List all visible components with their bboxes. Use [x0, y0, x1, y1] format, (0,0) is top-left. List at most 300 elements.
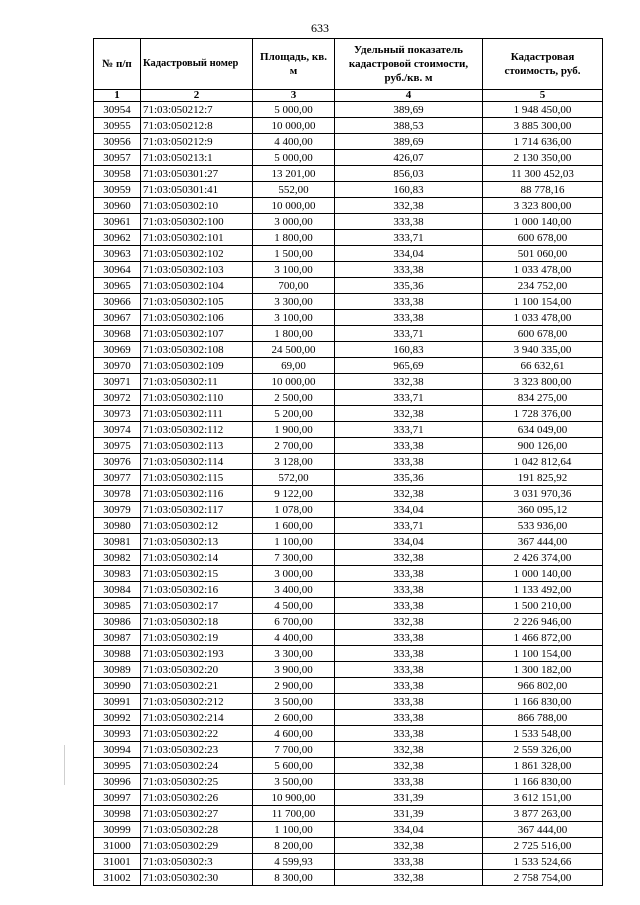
table-row [94, 854, 603, 870]
cell-area: 1 500,00 [253, 246, 335, 262]
cell-cadastral-number: 71:03:050302:193 [141, 646, 253, 662]
cell-cadastral-value: 866 788,00 [483, 710, 603, 726]
cell-area: 7 700,00 [253, 742, 335, 758]
cell-specific-indicator: 333,38 [335, 582, 483, 598]
cell-row-number: 30987 [94, 630, 141, 646]
cell-specific-indicator: 965,69 [335, 358, 483, 374]
cell-row-number: 30980 [94, 518, 141, 534]
cell-cadastral-value: 1 300 182,00 [483, 662, 603, 678]
table-row [94, 534, 603, 550]
cell-specific-indicator: 334,04 [335, 502, 483, 518]
cell-cadastral-value: 600 678,00 [483, 230, 603, 246]
cell-cadastral-number: 71:03:050302:115 [141, 470, 253, 486]
cell-row-number: 30963 [94, 246, 141, 262]
cell-cadastral-number: 71:03:050302:105 [141, 294, 253, 310]
table-row [94, 518, 603, 534]
cell-row-number: 30997 [94, 790, 141, 806]
cell-specific-indicator: 333,38 [335, 726, 483, 742]
cell-area: 700,00 [253, 278, 335, 294]
cell-area: 6 700,00 [253, 614, 335, 630]
cell-specific-indicator: 333,38 [335, 310, 483, 326]
cell-cadastral-value: 3 323 800,00 [483, 198, 603, 214]
cell-row-number: 31002 [94, 870, 141, 886]
cell-area: 3 000,00 [253, 566, 335, 582]
cell-row-number: 30970 [94, 358, 141, 374]
cell-cadastral-number: 71:03:050302:109 [141, 358, 253, 374]
cell-specific-indicator: 333,38 [335, 630, 483, 646]
cell-specific-indicator: 333,71 [335, 422, 483, 438]
cell-row-number: 30962 [94, 230, 141, 246]
cell-cadastral-value: 2 226 946,00 [483, 614, 603, 630]
cell-row-number: 30955 [94, 118, 141, 134]
table-row [94, 310, 603, 326]
cell-row-number: 30960 [94, 198, 141, 214]
cell-cadastral-number: 71:03:050302:11 [141, 374, 253, 390]
table-row [94, 118, 603, 134]
cell-area: 10 000,00 [253, 118, 335, 134]
cell-specific-indicator: 426,07 [335, 150, 483, 166]
cell-row-number: 30993 [94, 726, 141, 742]
cell-area: 69,00 [253, 358, 335, 374]
cell-cadastral-number: 71:03:050302:22 [141, 726, 253, 742]
table-row [94, 214, 603, 230]
cell-cadastral-number: 71:03:050302:212 [141, 694, 253, 710]
table-row [94, 550, 603, 566]
cell-area: 1 100,00 [253, 822, 335, 838]
cell-specific-indicator: 333,38 [335, 294, 483, 310]
page-number: 633 [311, 21, 329, 35]
table-row [94, 726, 603, 742]
cell-specific-indicator: 333,38 [335, 262, 483, 278]
column-number: 2 [141, 90, 253, 102]
cell-cadastral-value: 3 940 335,00 [483, 342, 603, 358]
cell-area: 3 128,00 [253, 454, 335, 470]
cell-cadastral-number: 71:03:050302:100 [141, 214, 253, 230]
cell-area: 1 078,00 [253, 502, 335, 518]
cell-cadastral-value: 634 049,00 [483, 422, 603, 438]
cell-cadastral-number: 71:03:050302:3 [141, 854, 253, 870]
cell-row-number: 30976 [94, 454, 141, 470]
cell-specific-indicator: 332,38 [335, 870, 483, 886]
table-row [94, 278, 603, 294]
cell-specific-indicator: 332,38 [335, 550, 483, 566]
cell-specific-indicator: 332,38 [335, 406, 483, 422]
cell-specific-indicator: 332,38 [335, 742, 483, 758]
cell-area: 552,00 [253, 182, 335, 198]
cell-cadastral-number: 71:03:050302:18 [141, 614, 253, 630]
column-number: 3 [253, 90, 335, 102]
cell-specific-indicator: 333,38 [335, 662, 483, 678]
cell-cadastral-value: 1 466 872,00 [483, 630, 603, 646]
table-row [94, 502, 603, 518]
cell-cadastral-value: 3 031 970,36 [483, 486, 603, 502]
cell-cadastral-value: 234 752,00 [483, 278, 603, 294]
table-row [94, 598, 603, 614]
cell-row-number: 30991 [94, 694, 141, 710]
cell-cadastral-number: 71:03:050302:23 [141, 742, 253, 758]
cell-specific-indicator: 333,38 [335, 214, 483, 230]
cell-specific-indicator: 333,38 [335, 774, 483, 790]
cell-row-number: 30957 [94, 150, 141, 166]
cell-area: 4 400,00 [253, 134, 335, 150]
cell-row-number: 31001 [94, 854, 141, 870]
cell-cadastral-value: 501 060,00 [483, 246, 603, 262]
cell-area: 1 600,00 [253, 518, 335, 534]
cell-cadastral-value: 600 678,00 [483, 326, 603, 342]
cell-row-number: 30958 [94, 166, 141, 182]
table-row [94, 246, 603, 262]
table-row [94, 374, 603, 390]
cell-specific-indicator: 332,38 [335, 614, 483, 630]
table-row [94, 758, 603, 774]
cell-cadastral-value: 360 095,12 [483, 502, 603, 518]
cell-cadastral-number: 71:03:050302:112 [141, 422, 253, 438]
cell-cadastral-number: 71:03:050212:9 [141, 134, 253, 150]
column-number: 4 [335, 90, 483, 102]
cell-cadastral-number: 71:03:050302:25 [141, 774, 253, 790]
cell-cadastral-value: 2 559 326,00 [483, 742, 603, 758]
cell-cadastral-number: 71:03:050212:8 [141, 118, 253, 134]
cell-cadastral-number: 71:03:050302:21 [141, 678, 253, 694]
cell-cadastral-value: 1 861 328,00 [483, 758, 603, 774]
cell-cadastral-value: 88 778,16 [483, 182, 603, 198]
cell-cadastral-number: 71:03:050302:20 [141, 662, 253, 678]
cell-cadastral-number: 71:03:050302:14 [141, 550, 253, 566]
cell-area: 1 100,00 [253, 534, 335, 550]
cell-specific-indicator: 333,71 [335, 230, 483, 246]
cell-specific-indicator: 389,69 [335, 102, 483, 118]
cell-area: 8 200,00 [253, 838, 335, 854]
table-row [94, 358, 603, 374]
cell-cadastral-value: 1 533 524,66 [483, 854, 603, 870]
cell-row-number: 30973 [94, 406, 141, 422]
cell-area: 3 300,00 [253, 646, 335, 662]
cell-cadastral-value: 367 444,00 [483, 534, 603, 550]
cell-cadastral-number: 71:03:050302:13 [141, 534, 253, 550]
cell-cadastral-value: 191 825,92 [483, 470, 603, 486]
header-cadastral-value: Кадастровая стоимость, руб. [483, 39, 603, 90]
table-row [94, 486, 603, 502]
cell-area: 10 000,00 [253, 374, 335, 390]
cell-specific-indicator: 331,39 [335, 806, 483, 822]
table-row [94, 326, 603, 342]
cell-cadastral-value: 1 500 210,00 [483, 598, 603, 614]
cell-row-number: 30986 [94, 614, 141, 630]
cell-area: 572,00 [253, 470, 335, 486]
cell-area: 2 700,00 [253, 438, 335, 454]
cell-area: 24 500,00 [253, 342, 335, 358]
cell-specific-indicator: 333,38 [335, 454, 483, 470]
cell-specific-indicator: 333,38 [335, 854, 483, 870]
cell-cadastral-number: 71:03:050302:30 [141, 870, 253, 886]
table-row [94, 646, 603, 662]
cell-specific-indicator: 333,38 [335, 566, 483, 582]
cell-cadastral-number: 71:03:050302:114 [141, 454, 253, 470]
cell-cadastral-value: 1 714 636,00 [483, 134, 603, 150]
cell-area: 9 122,00 [253, 486, 335, 502]
cell-cadastral-number: 71:03:050302:103 [141, 262, 253, 278]
cell-specific-indicator: 332,38 [335, 838, 483, 854]
cell-row-number: 30989 [94, 662, 141, 678]
cell-specific-indicator: 389,69 [335, 134, 483, 150]
cell-row-number: 30959 [94, 182, 141, 198]
cell-cadastral-value: 1 033 478,00 [483, 310, 603, 326]
cell-cadastral-number: 71:03:050302:102 [141, 246, 253, 262]
cell-specific-indicator: 333,38 [335, 694, 483, 710]
header-row-number: № п/п [94, 39, 141, 90]
cell-row-number: 30966 [94, 294, 141, 310]
cell-row-number: 30965 [94, 278, 141, 294]
cell-cadastral-value: 2 758 754,00 [483, 870, 603, 886]
table-row [94, 182, 603, 198]
cell-cadastral-number: 71:03:050302:101 [141, 230, 253, 246]
cell-cadastral-value: 3 877 263,00 [483, 806, 603, 822]
table-row [94, 150, 603, 166]
cell-specific-indicator: 333,38 [335, 438, 483, 454]
cell-cadastral-value: 367 444,00 [483, 822, 603, 838]
cell-row-number: 30954 [94, 102, 141, 118]
cell-cadastral-number: 71:03:050302:111 [141, 406, 253, 422]
cell-area: 4 600,00 [253, 726, 335, 742]
column-number-row [94, 90, 603, 102]
cell-area: 3 300,00 [253, 294, 335, 310]
cell-specific-indicator: 332,38 [335, 198, 483, 214]
cell-row-number: 30975 [94, 438, 141, 454]
cell-area: 10 000,00 [253, 198, 335, 214]
cell-cadastral-number: 71:03:050302:12 [141, 518, 253, 534]
cell-cadastral-value: 1 166 830,00 [483, 774, 603, 790]
cell-specific-indicator: 333,71 [335, 518, 483, 534]
cell-cadastral-number: 71:03:050302:110 [141, 390, 253, 406]
cell-row-number: 30994 [94, 742, 141, 758]
cell-row-number: 30983 [94, 566, 141, 582]
cell-specific-indicator: 335,36 [335, 278, 483, 294]
cell-cadastral-value: 1 533 548,00 [483, 726, 603, 742]
cell-area: 4 500,00 [253, 598, 335, 614]
table-row [94, 838, 603, 854]
cell-cadastral-number: 71:03:050302:116 [141, 486, 253, 502]
cell-row-number: 30990 [94, 678, 141, 694]
cell-cadastral-number: 71:03:050302:117 [141, 502, 253, 518]
table-row [94, 406, 603, 422]
cell-row-number: 30996 [94, 774, 141, 790]
table-row [94, 790, 603, 806]
cell-cadastral-value: 1 000 140,00 [483, 566, 603, 582]
cell-specific-indicator: 332,38 [335, 758, 483, 774]
cell-area: 5 000,00 [253, 102, 335, 118]
margin-scan-mark [64, 745, 65, 785]
cell-row-number: 30985 [94, 598, 141, 614]
table-row [94, 230, 603, 246]
table-row [94, 582, 603, 598]
table-row [94, 422, 603, 438]
table-row [94, 342, 603, 358]
cell-cadastral-number: 71:03:050302:26 [141, 790, 253, 806]
cell-area: 2 900,00 [253, 678, 335, 694]
cell-cadastral-value: 533 936,00 [483, 518, 603, 534]
cell-area: 3 900,00 [253, 662, 335, 678]
cell-row-number: 30981 [94, 534, 141, 550]
cell-area: 3 400,00 [253, 582, 335, 598]
cell-row-number: 30999 [94, 822, 141, 838]
table-row [94, 678, 603, 694]
cell-row-number: 30978 [94, 486, 141, 502]
cell-area: 1 900,00 [253, 422, 335, 438]
cell-cadastral-value: 1 000 140,00 [483, 214, 603, 230]
header-cadastral-number: Кадастровый номер [141, 39, 253, 90]
cell-specific-indicator: 160,83 [335, 182, 483, 198]
cell-area: 3 100,00 [253, 310, 335, 326]
cell-cadastral-number: 71:03:050302:214 [141, 710, 253, 726]
cell-area: 4 599,93 [253, 854, 335, 870]
cell-cadastral-value: 1 166 830,00 [483, 694, 603, 710]
table-row [94, 630, 603, 646]
cell-specific-indicator: 333,38 [335, 646, 483, 662]
table-row [94, 262, 603, 278]
cell-cadastral-value: 1 100 154,00 [483, 294, 603, 310]
cell-row-number: 30995 [94, 758, 141, 774]
cell-specific-indicator: 335,36 [335, 470, 483, 486]
cell-area: 3 500,00 [253, 694, 335, 710]
table-row [94, 102, 603, 118]
cell-specific-indicator: 333,71 [335, 390, 483, 406]
cell-area: 3 100,00 [253, 262, 335, 278]
cell-cadastral-value: 1 133 492,00 [483, 582, 603, 598]
cell-cadastral-number: 71:03:050302:15 [141, 566, 253, 582]
cell-row-number: 30967 [94, 310, 141, 326]
column-number: 1 [94, 90, 141, 102]
cell-specific-indicator: 160,83 [335, 342, 483, 358]
cell-cadastral-value: 2 725 516,00 [483, 838, 603, 854]
cell-row-number: 30979 [94, 502, 141, 518]
cell-specific-indicator: 856,03 [335, 166, 483, 182]
cell-specific-indicator: 334,04 [335, 822, 483, 838]
table-row [94, 390, 603, 406]
cell-cadastral-number: 71:03:050302:24 [141, 758, 253, 774]
table-row [94, 134, 603, 150]
table-row [94, 198, 603, 214]
cell-area: 5 600,00 [253, 758, 335, 774]
cell-area: 4 400,00 [253, 630, 335, 646]
cell-cadastral-value: 1 033 478,00 [483, 262, 603, 278]
cell-area: 11 700,00 [253, 806, 335, 822]
cell-row-number: 30984 [94, 582, 141, 598]
cell-cadastral-value: 1 042 812,64 [483, 454, 603, 470]
table-row [94, 742, 603, 758]
cell-row-number: 30969 [94, 342, 141, 358]
cell-cadastral-value: 900 126,00 [483, 438, 603, 454]
cell-specific-indicator: 332,38 [335, 486, 483, 502]
cell-area: 10 900,00 [253, 790, 335, 806]
cell-cadastral-number: 71:03:050302:28 [141, 822, 253, 838]
cell-area: 13 201,00 [253, 166, 335, 182]
header-area: Площадь, кв. м [253, 39, 335, 90]
header-specific-indicator: Удельный показатель кадастровой стоимости, руб./кв. м [335, 39, 483, 90]
cell-row-number: 30998 [94, 806, 141, 822]
cell-row-number: 30961 [94, 214, 141, 230]
table-row [94, 454, 603, 470]
cell-cadastral-number: 71:03:050302:113 [141, 438, 253, 454]
cell-area: 5 000,00 [253, 150, 335, 166]
table-row [94, 662, 603, 678]
cell-cadastral-value: 1 728 376,00 [483, 406, 603, 422]
cell-area: 3 500,00 [253, 774, 335, 790]
cell-specific-indicator: 388,53 [335, 118, 483, 134]
cell-cadastral-value: 966 802,00 [483, 678, 603, 694]
table-row [94, 294, 603, 310]
table-row [94, 694, 603, 710]
cell-area: 2 500,00 [253, 390, 335, 406]
table-row [94, 822, 603, 838]
cell-area: 2 600,00 [253, 710, 335, 726]
cell-cadastral-number: 71:03:050302:19 [141, 630, 253, 646]
cell-cadastral-value: 11 300 452,03 [483, 166, 603, 182]
cell-cadastral-number: 71:03:050302:27 [141, 806, 253, 822]
cell-cadastral-value: 3 612 151,00 [483, 790, 603, 806]
table-row [94, 870, 603, 886]
cell-cadastral-value: 3 885 300,00 [483, 118, 603, 134]
cell-specific-indicator: 334,04 [335, 246, 483, 262]
cell-cadastral-number: 71:03:050213:1 [141, 150, 253, 166]
cell-cadastral-value: 66 632,61 [483, 358, 603, 374]
cell-specific-indicator: 331,39 [335, 790, 483, 806]
cell-row-number: 30977 [94, 470, 141, 486]
cell-row-number: 30972 [94, 390, 141, 406]
cell-area: 1 800,00 [253, 326, 335, 342]
cadastral-value-table [93, 38, 603, 886]
cell-area: 8 300,00 [253, 870, 335, 886]
cell-cadastral-number: 71:03:050302:106 [141, 310, 253, 326]
table-header-row [94, 39, 603, 90]
cell-cadastral-value: 2 130 350,00 [483, 150, 603, 166]
cell-cadastral-number: 71:03:050302:107 [141, 326, 253, 342]
cell-specific-indicator: 334,04 [335, 534, 483, 550]
cell-specific-indicator: 333,38 [335, 710, 483, 726]
table-row [94, 614, 603, 630]
cell-area: 7 300,00 [253, 550, 335, 566]
cell-cadastral-number: 71:03:050302:108 [141, 342, 253, 358]
cell-specific-indicator: 333,38 [335, 678, 483, 694]
cell-area: 1 800,00 [253, 230, 335, 246]
cell-cadastral-value: 2 426 374,00 [483, 550, 603, 566]
cell-cadastral-number: 71:03:050302:29 [141, 838, 253, 854]
cell-specific-indicator: 333,38 [335, 598, 483, 614]
cell-area: 3 000,00 [253, 214, 335, 230]
cell-cadastral-number: 71:03:050302:17 [141, 598, 253, 614]
cell-cadastral-value: 3 323 800,00 [483, 374, 603, 390]
cell-specific-indicator: 332,38 [335, 374, 483, 390]
cell-cadastral-number: 71:03:050301:27 [141, 166, 253, 182]
table-row [94, 166, 603, 182]
table-row [94, 774, 603, 790]
table-row [94, 470, 603, 486]
cell-cadastral-number: 71:03:050302:10 [141, 198, 253, 214]
cell-cadastral-number: 71:03:050301:41 [141, 182, 253, 198]
column-number: 5 [483, 90, 603, 102]
table-row [94, 806, 603, 822]
table-row [94, 710, 603, 726]
cell-row-number: 30964 [94, 262, 141, 278]
cell-cadastral-value: 834 275,00 [483, 390, 603, 406]
cell-cadastral-value: 1 100 154,00 [483, 646, 603, 662]
cell-row-number: 30956 [94, 134, 141, 150]
cell-cadastral-number: 71:03:050302:104 [141, 278, 253, 294]
table-row [94, 566, 603, 582]
cell-cadastral-number: 71:03:050302:16 [141, 582, 253, 598]
cell-row-number: 31000 [94, 838, 141, 854]
cell-cadastral-value: 1 948 450,00 [483, 102, 603, 118]
cell-row-number: 30988 [94, 646, 141, 662]
